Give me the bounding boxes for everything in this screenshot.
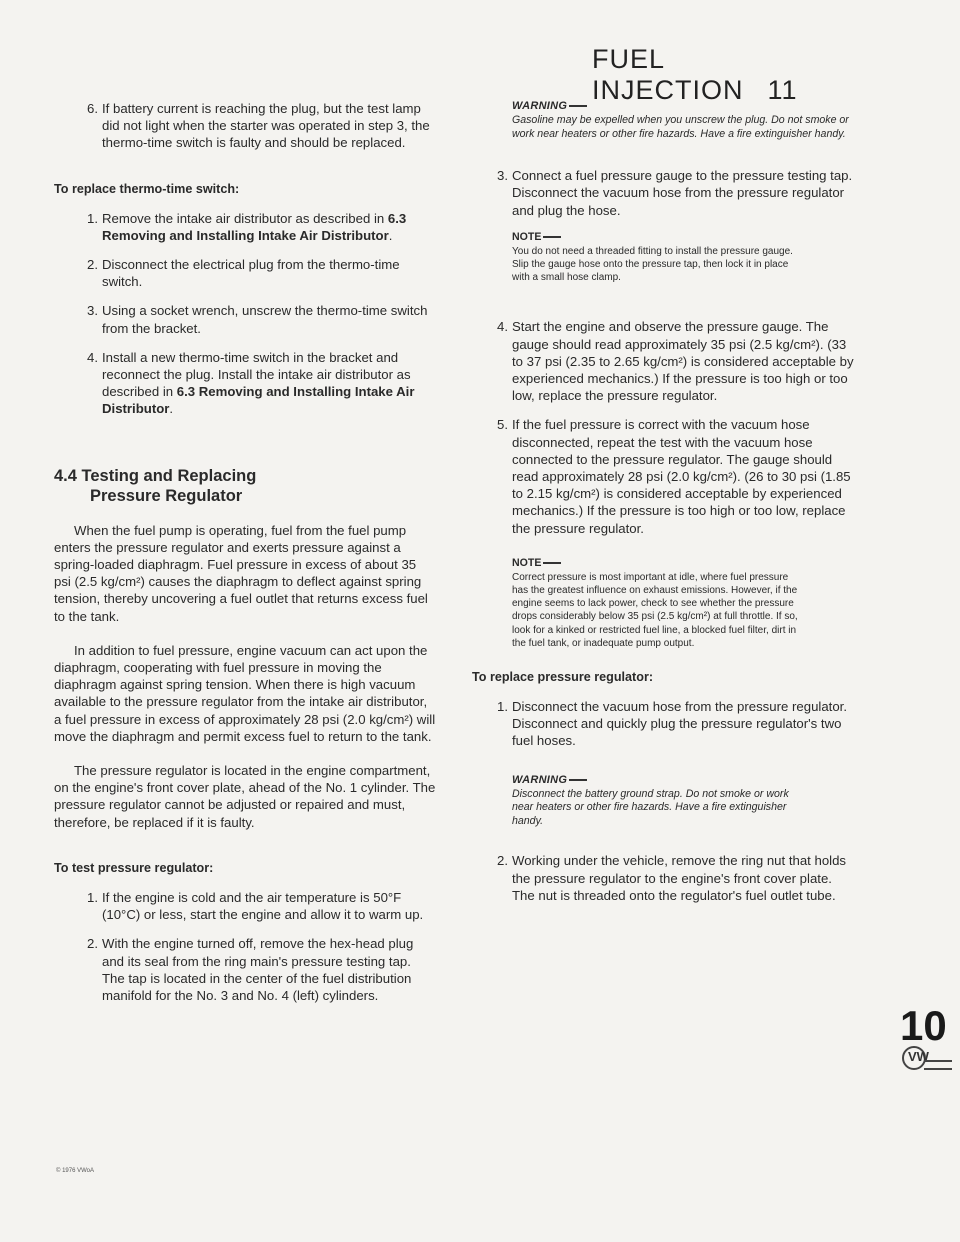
step-text: Install a new thermo-time switch in the bracket and reconnect the plug. Install the intake air distributor as described in [102,349,411,400]
step-text: If the engine is cold and the air temperature is 50°F (10°C) or less, start the engine and allow it to warm up. [102,889,424,923]
note-label: NOTE [512,557,802,569]
paragraph: In addition to fuel pressure, engine vacuum can act upon the diaphragm, cooperating with fuel pressure in moving the diaphragm against spring tension. When there is high vacuum available to the pressure regulator from the intake air distributor, a fuel pressure in excess of approximately 28 psi (2.0 kg/cm²) will move the diaphragm and permit excess fuel to return to the tank. [54,642,436,744]
section-reference: 6.3 Removing and Installing Intake Air Distributor [102,384,415,417]
note-label: NOTE [512,231,802,243]
logo-text: VW [908,1049,929,1064]
tab-rule-decoration [924,1060,952,1070]
replace-step-4 [78,349,436,418]
section-title-line-1: 4.4 Testing and Replacing [54,466,257,485]
test-regulator-heading: To test pressure regulator: [54,860,214,875]
warning-text: Disconnect the battery ground strap. Do not smoke or work near heaters or other fire hazards. Have a fire extinguisher handy. [512,787,789,827]
vw-logo-icon [902,1046,929,1070]
step-number: 3. [87,303,98,319]
step-number: 2. [87,936,98,952]
step-text: Disconnect the vacuum hose from the pressure regulator. Disconnect and quickly plug the pressure regulator's two fuel hoses. [512,699,847,749]
warning-label: WARNING [512,100,854,112]
replace-step-1 [488,698,854,750]
left-column [54,100,436,1016]
warning-text: Gasoline may be expelled when you unscrew the plug. Do not smoke or work near heaters or other fire hazards. Have a fire extinguisher handy. [512,114,849,140]
replace-regulator-heading: To replace pressure regulator: [472,670,654,685]
step-number: 2. [497,853,508,869]
warning-label: WARNING [512,774,802,786]
step-text-end: . [169,401,174,417]
test-step-5 [488,416,854,536]
step-number: 1. [497,699,508,715]
step-text: Working under the vehicle, remove the ring nut that holds the pressure regulator to the engine's front cover plate. The nut is threaded onto the regulator's fuel outlet tube. [512,853,847,903]
chapter-tab-number: 10 [900,1002,947,1049]
step-text: If battery current is reaching the plug, but the test lamp did not light when the starter was operated in step 3, the thermo-time switch is faulty and should be replaced. [102,101,430,151]
step-text: Using a socket wrench, unscrew the thermo-time switch from the bracket. [102,303,428,336]
step-number: 2. [87,257,98,273]
note-text: You do not need a threaded fitting to install the pressure gauge. Slip the gauge hose onto the pressure tap, then lock it in place with a small hose clamp. [512,245,793,284]
test-step-3 [488,167,854,219]
replace-step-2 [488,852,854,904]
paragraph: The pressure regulator is located in the engine compartment, on the engine's front cover plate, ahead of the No. 1 cylinder. The pressure regulator cannot be adjusted or repaired and must, therefore, be replaced if it is faulty. [54,763,436,830]
section-reference: 6.3 Removing and Installing Intake Air Distributor [102,210,407,243]
test-step-2 [78,935,436,1004]
test-step-1 [78,889,436,923]
step-number: 4. [87,349,98,365]
chapter-title: FUEL INJECTION [592,44,744,105]
replace-step-1 [78,210,436,244]
copyright-notice: © 1976 VWoA [56,1168,94,1174]
note-box [512,557,802,650]
section-title [54,466,436,506]
step-text: With the engine turned off, remove the hex-head plug and its seal from the ring main's pressure testing tap. The tap is located in the center of the fuel distribution manifold for the No. 3 and No. 4 (left) cylinders. [102,936,414,1003]
step-number: 1. [87,889,98,905]
page-number: 11 [767,75,798,105]
replace-step-3 [78,302,436,336]
note-box [512,231,802,285]
step-text: Start the engine and observe the pressure gauge. The gauge should read approximately 35 psi (2.5 kg/cm²). (33 to 37 psi (2.35 to 2.65 kg/cm²) is considered acceptable by experienced mechanics.) If the pressure is too high or too low, replace the pressure regulator. [512,319,854,404]
right-column [472,100,854,916]
warning-box [512,774,802,829]
step-6 [78,100,436,152]
step-text: Connect a fuel pressure gauge to the pressure testing tap. Disconnect the vacuum hose from the pressure regulator and plug the hose. [512,168,853,218]
step-number: 3. [497,168,508,184]
note-text: Correct pressure is most important at idle, where fuel pressure has the greatest influence on exhaust emissions. However, if the engine seems to lack power, check to see whether the pressure drops considerably below 35 psi (2.5 kg/cm²) at full throttle. If so, look for a kinked or restricted fuel line, a blocked fuel filter, dirt in the fuel tank, or inadequate pump output. [512,571,798,649]
replace-step-2 [78,256,436,290]
step-text-end: . [388,227,393,243]
step-text: Remove the intake air distributor as described in [102,210,388,226]
step-number: 4. [497,319,508,335]
step-text: Disconnect the electrical plug from the thermo-time switch. [102,257,400,290]
step-number: 5. [497,417,508,433]
page-header [592,44,862,106]
step-number: 1. [87,210,98,226]
replace-switch-heading: To replace thermo-time switch: [54,181,240,196]
warning-box [512,100,854,141]
step-text: If the fuel pressure is correct with the vacuum hose disconnected, repeat the test with the vacuum hose connected to the pressure regulator. The gauge should read approximately 28 psi (2.0 kg/cm²). (26 to 30 psi (1.85 to 2.15 kg/cm²) is considered acceptable by experienced mechanics.) If the pressure is too high or too low, replace the pressure regulator. [512,417,851,536]
paragraph: When the fuel pump is operating, fuel from the fuel pump enters the pressure regulator and exerts pressure against a spring-loaded diaphragm. Fuel pressure in excess of about 35 psi (2.5 kg/cm²) causes the diaphragm to deflect against spring tension, thereby uncovering a fuel outlet that returns excess fuel to the tank. [54,522,428,624]
step-number: 6. [87,101,98,116]
chapter-tab [898,1002,954,1064]
section-title-line-2: Pressure Regulator [90,486,243,505]
test-step-4 [488,318,854,404]
